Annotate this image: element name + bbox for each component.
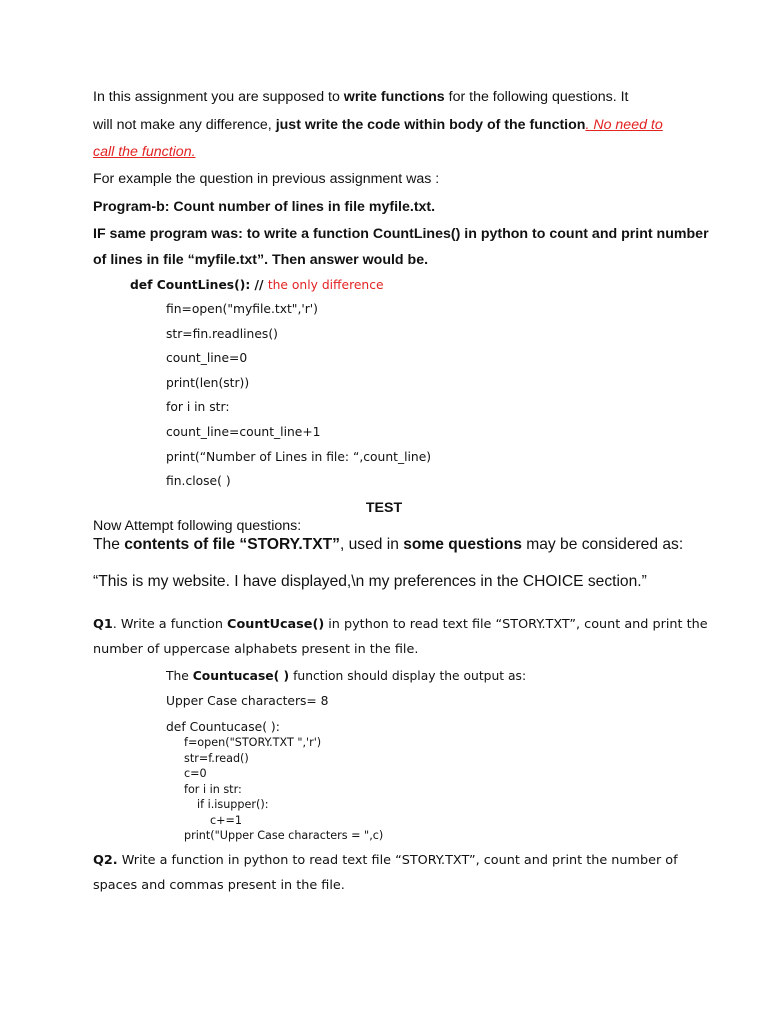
intro-red-note: . No need to [585, 117, 663, 133]
q1-line-1 [93, 615, 708, 635]
contents-bold-text: contents of file “STORY.TXT” [124, 536, 340, 553]
q2-line-1 [93, 851, 678, 871]
q1-note-text: function should display the output as: [289, 669, 527, 683]
q1-code-line: str=f.read() [184, 752, 249, 765]
q1-code-line: for i in str: [184, 783, 242, 796]
q1-text: . Write a function [112, 617, 228, 632]
q1-code-line: print("Upper Case characters = ",c) [184, 829, 384, 842]
example-code-line: fin=open("myfile.txt",'r') [166, 302, 318, 316]
q1-function-name: CountUcase() [227, 617, 325, 632]
q1-note-bold: Countucase( ) [192, 669, 290, 683]
example-code-line: print(len(str)) [166, 376, 250, 390]
q1-text: in python to read text file “STORY.TXT”, count and print the [324, 617, 708, 632]
q1-code-line: if i.isupper(): [197, 798, 269, 811]
q2-line-2: spaces and commas present in the file. [93, 878, 345, 893]
test-heading: TEST [365, 500, 403, 516]
attempt-line: Now Attempt following questions: [93, 518, 302, 534]
intro-line-3: call the function. [93, 144, 196, 160]
example-comment: the only difference [267, 278, 384, 292]
q1-code-line: def Countucase( ): [166, 720, 280, 734]
q2-label: Q2. [93, 853, 118, 868]
q1-output-sample: Upper Case characters= 8 [166, 694, 329, 708]
q1-output-note [166, 666, 526, 686]
example-code-line: count_line=count_line+1 [166, 425, 321, 439]
q1-note-text: The [166, 669, 193, 683]
intro-text: In this assignment you are supposed to [93, 89, 344, 105]
example-code-line: fin.close( ) [166, 474, 231, 488]
intro-line-7: of lines in file “myfile.txt”. Then answer would be. [93, 252, 429, 268]
example-code-line: for i in str: [166, 400, 230, 414]
intro-line-4: For example the question in previous assignment was : [93, 171, 440, 187]
example-code-line: print(“Number of Lines in file: “,count_line) [166, 450, 432, 464]
program-b-line: Program-b: Count number of lines in file myfile.txt. [93, 199, 436, 215]
q1-code-line: c+=1 [210, 814, 243, 827]
intro-line-1 [93, 87, 628, 107]
q2-text: Write a function in python to read text file “STORY.TXT”, count and print the number of [117, 853, 678, 868]
contents-line [93, 535, 683, 555]
intro-text: for the following questions. It [444, 89, 629, 105]
intro-text: will not make any difference, [93, 117, 276, 133]
contents-text: The [93, 536, 125, 553]
intro-bold-text: just write the code within body of the function [275, 117, 586, 133]
example-code-line: count_line=0 [166, 351, 248, 365]
contents-text: may be considered as: [521, 536, 684, 553]
intro-bold-text: write functions [343, 89, 445, 105]
q1-code-line: f=open("STORY.TXT ",'r') [184, 736, 322, 749]
intro-line-6: IF same program was: to write a function CountLines() in python to count and print number [93, 226, 709, 242]
story-quote: “This is my website. I have displayed,\n my preferences in the CHOICE section.” [93, 573, 647, 590]
intro-line-2 [93, 115, 663, 135]
example-code-line: str=fin.readlines() [166, 327, 278, 341]
q1-line-2: number of uppercase alphabets present in the file. [93, 642, 419, 657]
example-def: def CountLines(): // [130, 278, 268, 292]
contents-bold-text: some questions [403, 536, 522, 553]
q1-label: Q1 [93, 617, 113, 632]
q1-code-line: c=0 [184, 767, 207, 780]
contents-text: , used in [339, 536, 404, 553]
example-def-line [130, 275, 384, 295]
